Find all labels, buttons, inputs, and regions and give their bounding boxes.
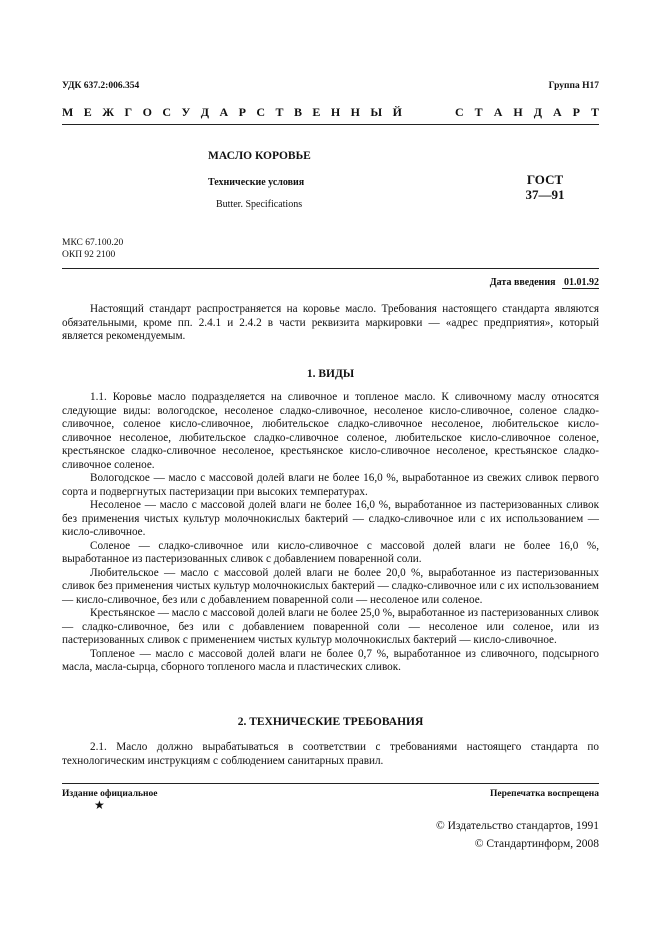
star-icon: ★ xyxy=(94,798,105,812)
gost-label: ГОСТ xyxy=(526,172,564,187)
section-1-body xyxy=(62,391,599,675)
intro-date-value: 01.01.92 xyxy=(564,277,599,288)
reprint-notice: Перепечатка воспрещена xyxy=(489,789,599,799)
gost-designation xyxy=(522,172,568,202)
intro-text xyxy=(62,303,599,344)
footer-rule xyxy=(62,783,599,784)
gost-number: 37—91 xyxy=(525,187,565,202)
english-title: Butter. Specifications xyxy=(216,199,303,210)
mks-code: МКС 67.100.20 xyxy=(62,238,124,248)
classification-codes xyxy=(62,237,123,261)
section-1-paragraph: Соленое — сладко-сливочное или кисло-сливочное с массовой долей влаги не более 16,0 %, выработанное из пастеризованных сливок с добавлением поваренной соли. xyxy=(62,539,599,565)
document-subtitle: Технические условия xyxy=(208,177,305,188)
standard-type-left: М Е Ж Г О С У Д А Р С Т В Е Н Н Ы Й xyxy=(62,105,402,119)
copyright-1991: © Издательство стандартов, 1991 xyxy=(435,820,599,832)
document-title: МАСЛО КОРОВЬЕ xyxy=(208,150,311,162)
section-2-body xyxy=(62,741,599,768)
standard-type-right: С Т А Н Д А Р Т xyxy=(455,105,599,119)
section-1-paragraph: Топленое — масло с массовой долей влаги не более 0,7 %, выработанное из сливочного, подсырного масла, масла-сырца, сборного топленого масла и пластических сливок. xyxy=(62,647,599,673)
section-1-paragraph: Вологодское — масло с массовой долей влаги не более 16,0 %, выработанное из свежих сливок первого сорта и подвергнутых пастеризации при высоких температурах. xyxy=(62,472,599,498)
intro-date-label: Дата введения xyxy=(489,277,556,288)
intro-paragraph: Настоящий стандарт распространяется на коровье масло. Требования настоящего стандарта являются обязательными, кроме пп. 2.4.1 и 2.4.2 в части реквизита маркировки — «адрес предприятия», который является рекомендуемым. xyxy=(62,303,599,342)
section-1-paragraph: Несоленое — масло с массовой долей влаги не более 16,0 %, выработанное из пастеризованных сливок без применения чистых культур молочнокислых бактерий — сладко-сливочное или с их использованием — кисло-сливочное. xyxy=(62,499,599,538)
intro-date xyxy=(490,277,599,289)
copyright-2008: © Стандартинформ, 2008 xyxy=(474,838,599,850)
section-1-paragraph: 1.1. Коровье масло подразделяется на сливочное и топленое масло. К сливочному маслу относятся следующие виды: вологодское, несоленое сладко-сливочное, несоленое кисло-сливочное, соленое сладко-сливочное, соленое кисло-сливочное, любительское сладко-сливочное несоленое, любительское кисло-сливочное несоленое, любительское сладко-сливочное соленое, любительское кисло-сливочное соленое, крестьянское сладко-сливочное несоленое, крестьянское кисло-сливочное несоленое, крестьянское сладко-сливочное соленое. xyxy=(62,391,599,471)
section-1-paragraph: Любительское — масло с массовой долей влаги не более 20,0 %, выработанное из пастеризованных сливок без применения чистых культур молочнокислых бактерий — сладко-сливочное или с их использованием — кисло-сливочное, без или с добавлением поваренной соли — несоленое или соленое. xyxy=(62,566,599,606)
official-edition: Издание официальное xyxy=(62,789,158,799)
udk-code: УДК 637.2:006.354 xyxy=(62,81,140,91)
section-2-paragraph: 2.1. Масло должно вырабатываться в соответствии с требованиями настоящего стандарта по технологическим инструкциям с соблюдением санитарных правил. xyxy=(62,741,599,767)
section-2-title: 2. ТЕХНИЧЕСКИЕ ТРЕБОВАНИЯ xyxy=(237,716,424,728)
section-1-paragraph: Крестьянское — масло с массовой долей влаги не более 25,0 %, выработанное из пастеризованных сливок — сладко-сливочное, без или с добавлением поваренной соли — несоленое или соленое, или из пастеризованных сливок с применением чистых культур молочнокислых бактерий — кисло-сливочное. xyxy=(62,607,599,646)
group-code: Группа Н17 xyxy=(548,81,599,91)
header-rule xyxy=(62,124,599,125)
section-1-title: 1. ВИДЫ xyxy=(306,368,355,380)
okp-code: ОКП 92 2100 xyxy=(62,250,116,260)
codes-rule xyxy=(62,268,599,269)
